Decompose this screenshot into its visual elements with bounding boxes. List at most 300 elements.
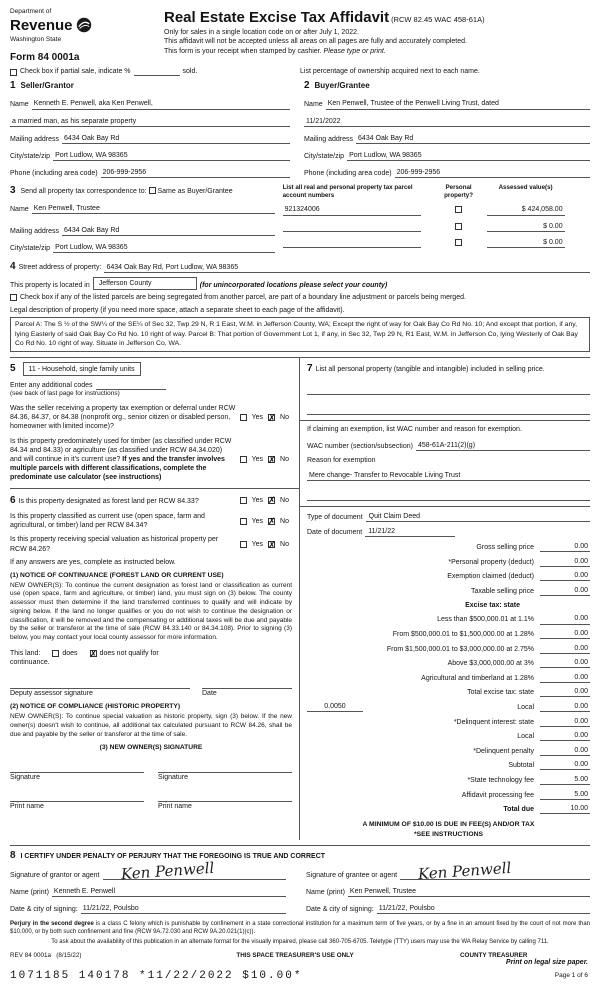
assessed-value-cell [487,222,565,232]
section-2-number: 2 [304,80,310,92]
property-section [10,260,590,351]
seller-city-input[interactable] [53,151,290,161]
s5-exemption-yes-checkbox[interactable] [240,414,247,421]
grantor-signature-label: Signature of grantor or agent [10,871,100,879]
form-title-rcw: (RCW 82.45 WAC 458-61A) [391,15,485,24]
form-number: Form 84 0001a [10,52,80,64]
seller-name-value-2: a married man, as his separate property [12,117,137,125]
s5-timber-text: Is this property predominately used for timber (as classified under RCW 84.34 and 84.33) or agriculture (as classified under RCW 84.34.020) and will continue in it's current use? [10,437,232,463]
tax-row-agricultural [307,673,590,683]
section-7-number: 7 [307,362,313,374]
land-use-code-value: 11 - Household, single family units [28,365,135,373]
tax-row-delinquent-interest [307,717,590,727]
s5-exemption-question-text: Was the seller receiving a property tax exemption or deferral under RCW 84.36, 84.37, or 84.38 (nonprofit org., senior citizen or disabled person, homeowner with limited income)? [10,404,236,431]
parcel-row-2 [283,222,590,232]
tax-row-tier-4 [307,658,590,668]
agricultural-label: Agricultural and timberland at 1.28% [421,674,534,682]
s6-current-use-question [10,512,292,530]
treasurer-space-label: THIS SPACE TREASURER'S USE ONLY [236,952,354,960]
legal-size-paper-note: Print on legal size paper. [505,959,588,967]
continuance-label: continuance. [10,659,50,667]
seller-city-value: Port Ludlow, WA 98365 [55,151,128,159]
new-owner-print-line-1[interactable] [10,794,144,802]
buyer-phone-field [304,168,590,178]
delinquent-local-label: Local [517,733,534,741]
s5-timber-question [10,437,292,483]
total-due-input[interactable]: 10.00 [540,804,590,814]
grantee-date-city-label: Date & city of signing: [306,906,374,914]
exemption-note: If claiming an exemption, list WAC number and reason for exemption. [307,425,522,433]
date-of-document-label: Date of document [307,529,363,537]
section-6 [10,494,292,811]
this-land-label: This land: [10,649,41,657]
personal-property-checkbox-1[interactable] [455,206,462,213]
land-does-not-label: does not qualify for [99,649,159,657]
tax-row-exemption-claimed [307,571,590,581]
corr-name-field [10,204,275,214]
reason-for-exemption-input[interactable] [307,471,590,481]
parcel-cell [283,240,431,248]
certify-columns [10,859,590,914]
partial-sale-percent-input[interactable] [134,68,180,76]
tax-row-gross [307,542,590,552]
tier-3-input[interactable]: 0.00 [540,644,590,654]
grantor-signature-line[interactable] [103,859,286,884]
section-8-number: 8 [10,849,16,861]
s7-heading: List all personal property (tangible and intangible) included in selling price. [315,365,545,373]
land-does-label: does [62,649,78,657]
new-owner-signature-line-2[interactable] [158,765,292,773]
seller-phone-value: 206-999-2956 [102,168,147,176]
end-notes [506,958,588,980]
technology-fee-label: *State technology fee [467,776,534,784]
header-note-2: This affidavit will not be accepted unless all areas on all pages are fully and accurately completed. [164,38,467,46]
personal-property-col-header: Personal property? [444,183,474,199]
s7-heading-row [307,362,590,375]
taxable-selling-price-label: Taxable selling price [470,587,534,595]
buyer-name-field-2 [304,117,590,127]
certify-heading: I CERTIFY UNDER PENALTY OF PERJURY THAT THE FOREGOING IS TRUE AND CORRECT [20,852,326,860]
tier-2-input[interactable]: 0.00 [540,629,590,639]
county-select[interactable] [93,277,197,290]
new-owner-print-line-2[interactable] [158,794,292,802]
located-in-label: This property is located in [10,282,90,290]
buyer-name-field [304,99,590,109]
s6-forest-question [10,494,292,507]
personal-property-checkbox-3[interactable] [455,239,462,246]
date-of-document-input[interactable] [365,527,455,537]
assessed-value-cell [487,238,565,248]
street-address-input[interactable] [104,263,590,273]
same-as-buyer-checkbox[interactable] [149,187,156,194]
land-does-not-checkbox[interactable] [90,650,97,657]
reason-for-exemption-label: Reason for exemption [307,457,376,465]
date-of-document-value: 11/21/22 [368,528,395,536]
form-title: Real Estate Excise Tax Affidavit [164,9,390,26]
buyer-mailing-field [304,134,590,144]
notice-3-title: (3) NEW OWNER(S) SIGNATURE [99,744,203,752]
type-of-document-input[interactable] [366,512,590,522]
page-number: Page 1 of 6 [554,971,588,979]
legal-description-input[interactable] [10,317,590,352]
buyer-city-field [304,151,590,161]
new-owner-print-labels [10,802,292,811]
county-row [10,277,590,290]
s6-historic-text: Is this property receiving special valuation as historical property per RCW 84.26? [10,536,219,553]
street-address-label: Street address of property: [18,264,102,272]
header-note-1: Only for sales in a single location code on or after July 1, 2022. [164,28,359,36]
corr-mailing-field [10,226,275,236]
corr-mailing-input[interactable] [62,226,275,236]
s6-current-use-text: Is this property classified as current use (open space, farm and agricultural, or timber) land per RCW 84.34? [10,512,205,530]
wac-field [307,441,590,451]
processing-fee-input[interactable]: 5.00 [540,790,590,800]
partial-sale-block [10,67,300,76]
seller-name-value: Kenneth E. Penwell, aka Ken Penwell, [33,100,153,108]
buyer-name-value-2: 11/21/2022 [306,117,341,125]
s6-current-use-no-checkbox[interactable] [268,518,275,525]
s5-exemption-no-checkbox[interactable] [268,414,275,421]
rev-number-block [10,952,160,960]
assessed-value-input-2[interactable] [487,222,565,232]
print-name-label-1: Print name [10,803,44,811]
yes-label: Yes [251,540,264,548]
parcel-table-header [283,184,590,200]
segregated-row [10,294,590,303]
county-value: Jefferson County [98,280,152,288]
seller-name-field-2 [10,117,290,127]
deputy-date-line[interactable] [202,681,292,689]
corr-city-field [10,243,275,253]
if-any-note: If any answers are yes, complete as instructed below. [10,558,176,566]
grantee-date-field [306,904,590,914]
s6-forest-text: Is this property designated as forest land per RCW 84.33? [18,497,199,505]
notice-2-title: (2) NOTICE OF COMPLIANCE (HISTORIC PROPERTY) [10,703,181,711]
assessed-value-input-1[interactable] [487,205,565,215]
perjury-note [10,920,590,936]
dor-logo-block [10,8,160,64]
taxable-selling-price-input[interactable]: 0.00 [540,586,590,596]
tax-row-total-state [307,687,590,697]
seller-phone-input[interactable] [101,168,290,178]
segregated-checkbox[interactable] [10,294,17,301]
title-block [160,8,590,64]
section-3-number: 3 [10,184,16,196]
partial-sale-checkbox[interactable] [10,69,17,76]
s5-exemption-question [10,404,292,432]
new-owner-print-lines [10,794,292,802]
tier-3-label: From $1,500,000.01 to $3,000,000.00 at 2.75% [386,645,534,653]
total-due-label: Total due [503,806,534,814]
subtotal-input[interactable]: 0.00 [540,760,590,770]
section-7 [307,362,590,502]
rev-date: (8/15/22) [56,952,82,960]
wac-number-label: WAC number (section/subsection) [307,442,413,450]
notice-2-body: NEW OWNER(S): To continue special valuation as historic property, sign (3) below. If the new owner(s) doesn't wish to continue, all additional tax calculated pursuant to RCW 84.26, shall be due and payable by the seller or transferor at the time of sale. [10,712,292,738]
seller-name-field [10,99,290,109]
header-note-3 [164,47,590,57]
assessed-value-1: $ 424,058.00 [521,206,563,214]
excise-tax-state-heading: Excise tax: state [465,601,520,609]
partial-sale-row [10,67,590,76]
tier-4-label: Above $3,000,000.00 at 3% [447,660,534,668]
tax-row-processing-fee [307,790,590,800]
deputy-assessor-signature-line[interactable] [10,681,190,689]
additional-codes-field [10,381,292,390]
buyer-city-value: Port Ludlow, WA 98365 [349,151,422,159]
land-use-code-select[interactable] [23,362,141,376]
parcel-number-input-2[interactable] [283,224,421,232]
see-instructions-note: *SEE INSTRUCTIONS [413,831,484,839]
grantor-date-city-value: 11/21/22, Poulsbo [82,905,139,913]
seller-name-input[interactable] [32,99,290,109]
grantor-signature-field [10,859,286,884]
delinquent-local-input[interactable]: 0.00 [540,731,590,741]
no-label: No [280,414,289,422]
alternate-format-note: To ask about the availability of this publication in an alternate format for the visually impaired, please call 360-705-6705. Teletype (TTY) users may use the WA Relay Service by calling 711. [51,939,549,946]
wac-number-input[interactable] [416,441,590,451]
seller-city-field [10,151,290,161]
s5-timber-answers [240,437,292,483]
correspondence-heading: Send all property tax correspondence to: [20,187,147,195]
personal-property-deduct-input[interactable]: 0.00 [540,557,590,567]
local-rate-input[interactable]: 0.0050 [307,702,363,712]
section-6-number: 6 [10,494,16,506]
s6-forest-yes-checkbox[interactable] [240,497,247,504]
new-owner-signature-labels [10,773,292,782]
s6-historic-yes-checkbox[interactable] [240,541,247,548]
grantee-signature-label: Signature of grantee or agent [306,871,398,879]
s6-historic-no-checkbox[interactable] [268,541,275,548]
total-excise-state-label: Total excise tax: state [467,689,534,697]
deputy-date-label: Date [202,690,217,698]
additional-codes-input[interactable] [96,382,166,390]
land-does-checkbox[interactable] [52,650,59,657]
local-label: Local [517,703,534,711]
exemption-claimed-label: Exemption claimed (deduct) [447,573,534,581]
department-of-label: Department of [10,8,52,15]
tier-4-input[interactable]: 0.00 [540,658,590,668]
section-4-number: 4 [10,261,16,273]
parcel-row-3 [283,238,590,248]
parcel-row-1 [283,205,590,215]
reason-for-exemption-line-2[interactable] [307,493,590,501]
correspondence-parcels-row [10,184,590,253]
print-name-label-2: Print name [158,803,192,811]
seller-mailing-field [10,134,290,144]
deputy-signature-labels [10,689,292,698]
buyer-name-input-2[interactable] [304,117,590,127]
s6-current-use-answers [240,512,292,530]
minimum-due-note: A MINIMUM OF $10.00 IS DUE IN FEE(S) AND/OR TAX [362,821,535,829]
delinquent-penalty-input[interactable]: 0.00 [540,746,590,756]
revenue-label: Revenue [10,17,73,35]
s6-historic-question [10,535,292,553]
buyer-city-label: City/state/zip [304,152,345,160]
seller-city-label: City/state/zip [10,152,51,160]
grantee-name-input[interactable] [348,887,590,897]
grantee-signature-line[interactable] [400,859,590,884]
corr-city-value: Port Ludlow, WA 98365 [55,244,128,252]
type-of-document-field [307,512,590,522]
s6-historic-answers [240,535,292,553]
grantor-signature: Ken Penwell [119,859,215,884]
buyer-city-input[interactable] [347,151,590,161]
signature-label-2: Signature [158,773,188,781]
tax-row-tier-1 [307,614,590,624]
see-back-note: (see back of last page for instructions) [10,390,120,398]
same-as-buyer-label: Same as Buyer/Grantee [157,187,233,195]
seller-heading-row [10,79,290,92]
delinquent-interest-input[interactable]: 0.00 [540,717,590,727]
buyer-section [300,79,590,177]
section-6-divider [10,488,299,489]
yes-label: Yes [251,496,264,504]
tax-computation [307,512,590,840]
corr-city-input[interactable] [53,243,275,253]
tax-row-technology-fee [307,775,590,785]
subtotal-label: Subtotal [508,762,534,770]
tax-row-tier-2 [307,629,590,639]
new-owner-signature-line-1[interactable] [10,765,144,773]
yes-label: Yes [251,517,264,525]
correspondence-heading-row [10,184,275,197]
tax-row-local [307,702,590,712]
seller-buyer-columns [10,79,590,177]
no-label: No [280,456,289,463]
buyer-mailing-value: 6434 Oak Bay Rd [358,134,414,142]
seller-name-input-2[interactable] [10,117,290,127]
grantor-date-city-label: Date & city of signing: [10,906,78,914]
buyer-phone-input[interactable] [395,168,590,178]
assessed-value-input-3[interactable] [487,238,565,248]
buyer-name-input[interactable] [326,99,590,109]
personal-property-cell [431,206,487,215]
treasurer-row [10,952,590,960]
deputy-assessor-label: Deputy assessor signature [10,690,93,698]
seller-section [10,79,300,177]
grantee-name-value: Ken Penwell, Trustee [349,887,417,895]
street-address-value: 6434 Oak Bay Rd, Port Ludlow, WA 98365 [106,264,239,272]
dor-logo-icon [76,17,92,36]
buyer-phone-value: 206-999-2956 [396,168,441,176]
personal-property-deduct-label: *Personal property (deduct) [448,558,534,566]
s6-forest-answers [240,494,292,507]
exemption-claimed-input[interactable]: 0.00 [540,571,590,581]
corr-name-label: Name [10,205,29,213]
assessed-value-2: $ 0.00 [543,222,563,230]
correspondence-section [10,184,283,253]
yes-label: Yes [251,456,264,463]
buyer-mailing-input[interactable] [356,134,590,144]
personal-property-list-line-1[interactable] [307,387,590,395]
wac-number-value: 458-61A-211(2)(g) [417,441,476,449]
section-5-number: 5 [10,362,16,374]
seller-heading: Seller/Grantor [20,81,74,91]
s5-exemption-answers [240,404,292,432]
document-divider [300,506,590,507]
s6-forest-no-checkbox[interactable] [268,497,275,504]
parcel-number-input-3[interactable] [283,240,421,248]
legal-description-label: Legal description of property (if you need more space, attach a separate sheet to each page of the affidavit). [10,307,345,315]
delinquent-penalty-label: *Delinquent penalty [473,747,534,755]
total-excise-state-input[interactable]: 0.00 [540,687,590,697]
parcel-table [283,184,590,253]
partial-sale-suffix: sold. [182,68,198,76]
agricultural-input[interactable]: 0.00 [540,673,590,683]
gross-selling-price-input[interactable]: 0.00 [540,542,590,552]
grantee-name-field [306,887,590,897]
washington-state-label: Washington State [10,35,62,43]
segregated-label: Check box if any of the listed parcels are being segregated from another parcel, are part of a boundary line adjustment or parcels being merged. [20,294,466,302]
corr-mailing-label: Mailing address [10,228,60,236]
tax-row-delinquent-penalty [307,746,590,756]
grantor-name-field [10,887,286,897]
grantor-date-city-input[interactable] [81,904,286,914]
date-of-document-field [307,527,590,537]
partial-sale-label: Check box if partial sale, indicate % [20,68,131,76]
grantee-signature: Ken Penwell [417,859,512,884]
ownership-note: List percentage of ownership acquired next to each name. [300,68,480,76]
s5-timber-question-text [10,437,240,483]
legal-description-text: Parcel A: The S ½ of the SW¼ of the SE¼ of Sec 32, Twp 29 N, R 1 East, W.M. in Jefferson County, WA; Except the right of way for Oak Bay Co Rd No. 10; And except that portion, if any, lying Easterly of said Oak Bay Co Rd No. 10 right of way. Parcel B: That portion of Government Lot 1, if any, in Sec 32, Twp 29 N, R1 East, W.M. in Jefferson Co, lying Westerly of Oak Bay Co Rd No. 10 right of way. Situate in Jefferson Co, WA. [15,321,578,348]
no-label: No [280,540,289,548]
corr-name-input[interactable] [32,204,275,214]
seller-phone-label: Phone (including area code) [10,169,98,177]
section-1-number: 1 [10,80,16,92]
main-left-column [10,358,300,840]
buyer-name-value: Ken Penwell, Trustee of the Penwell Living Trust, dated [327,100,499,108]
grantee-signature-field [306,859,590,884]
technology-fee-input[interactable]: 5.00 [540,775,590,785]
tier-1-input[interactable]: 0.00 [540,614,590,624]
seller-phone-field [10,168,290,178]
no-label: No [280,517,289,525]
gross-selling-price-label: Gross selling price [476,543,534,551]
s6-current-use-yes-checkbox[interactable] [240,518,247,525]
signature-label-1: Signature [10,773,40,781]
buyer-name-label: Name [304,101,323,109]
grantee-date-city-input[interactable] [377,904,590,914]
processing-fee-label: Affidavit processing fee [461,791,534,799]
corr-city-label: City/state/zip [10,245,51,253]
personal-property-list-line-2[interactable] [307,407,590,415]
corr-name-value: Ken Penwell, Trustee [33,204,100,212]
s5-timber-no-checkbox[interactable] [268,456,275,463]
grantor-name-input[interactable] [52,887,286,897]
personal-property-checkbox-2[interactable] [455,223,462,230]
tax-row-subtotal [307,760,590,770]
reason-for-exemption-value: Mere change- Transfer to Revocable Living Trust [309,472,461,480]
parcel-cell [283,224,431,232]
local-tax-input[interactable]: 0.00 [540,702,590,712]
main-columns [10,357,590,840]
tax-row-tier-3 [307,644,590,654]
no-label: No [280,496,289,504]
parcel-number-input-1[interactable] [283,205,421,215]
s5-timber-yes-checkbox[interactable] [240,456,247,463]
cashier-receipt-stamp: 1071185 140178 *11/22/2022 $10.00* [10,969,303,982]
assessed-value-col-header: Assessed value(s) [498,183,553,191]
seller-mailing-input[interactable] [62,134,290,144]
land-does-group [52,649,77,658]
main-right-column [300,358,590,840]
tax-row-total-due [307,804,590,814]
section-5 [10,362,292,483]
grantee-certify-column [300,859,590,914]
exemption-divider [300,420,590,421]
tier-2-label: From $500,000.01 to $1,500,000.00 at 1.28% [392,631,534,639]
